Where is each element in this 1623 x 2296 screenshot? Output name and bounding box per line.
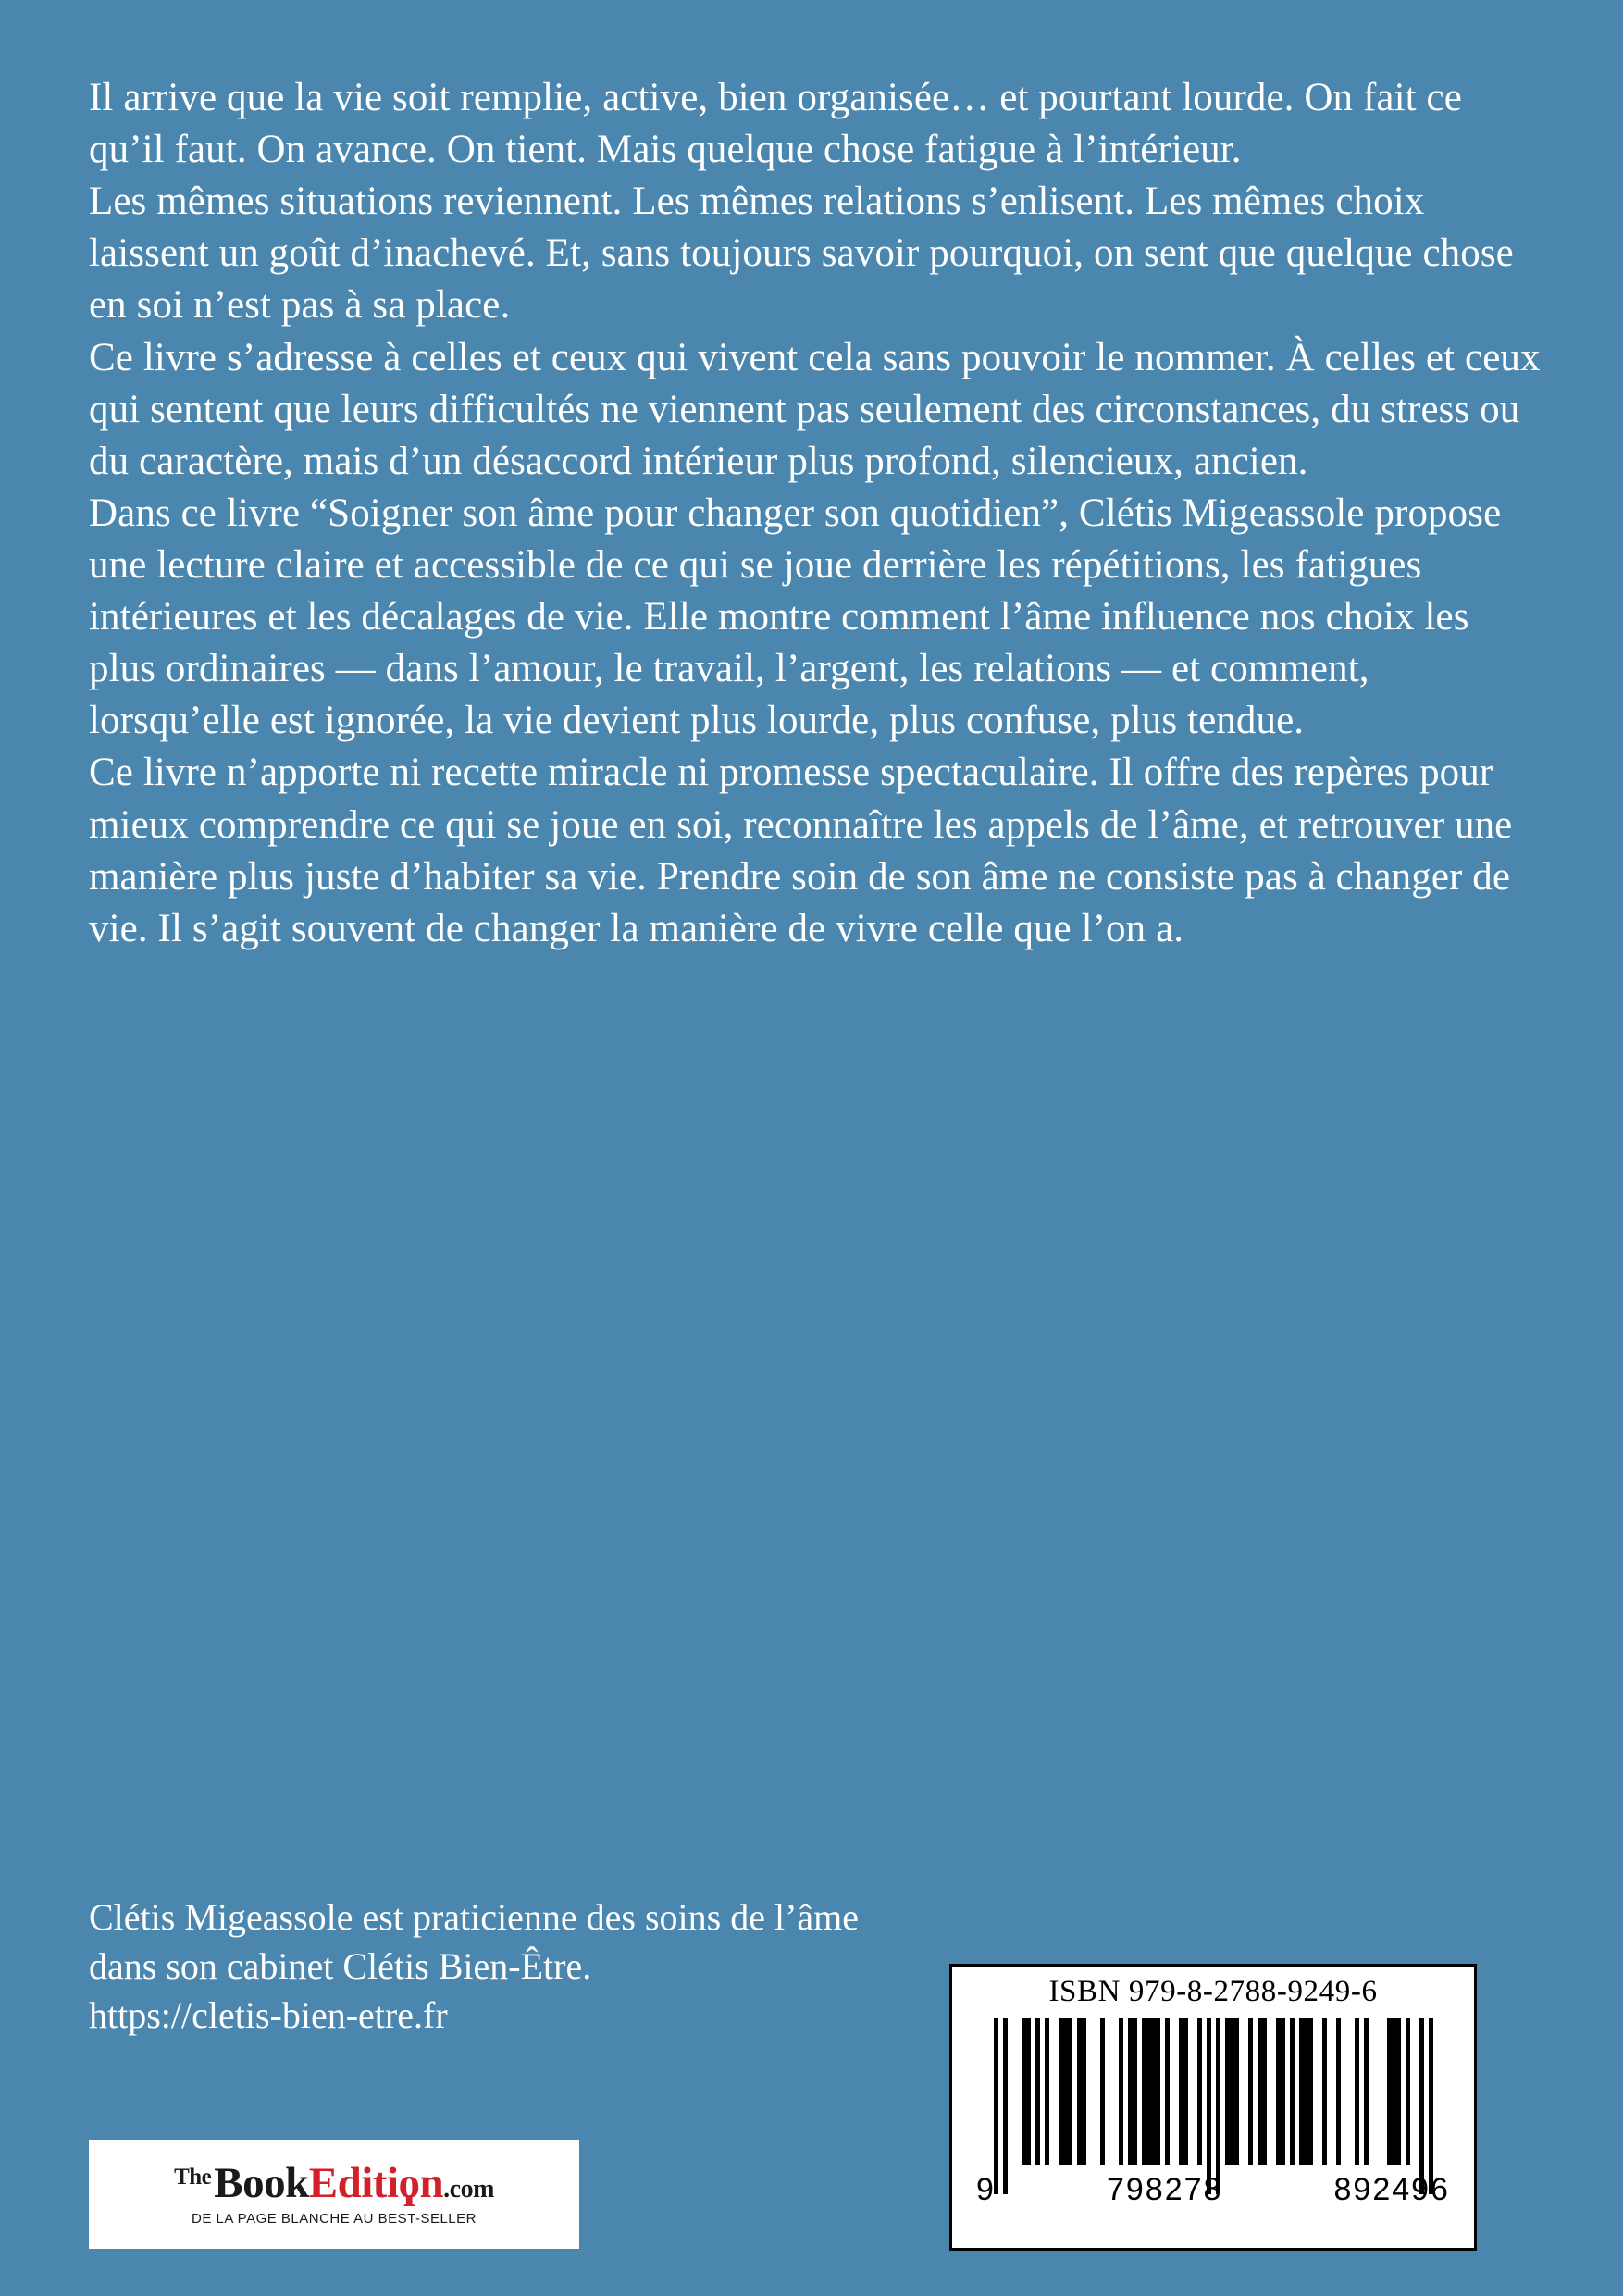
isbn-barcode	[949, 1964, 1477, 2251]
publisher-logo-edition: Editi	[308, 2159, 399, 2207]
blurb-paragraph-2: Les mêmes situations reviennent. Les mêmes relations s’enlisent. Les mêmes choix laissent un goût d’inachevé. Et, sans toujours savoir pourquoi, on sent que quelque chose en soi n’est pas à sa place.	[89, 180, 1514, 328]
publisher-logo-book: Book	[214, 2159, 309, 2207]
publisher-logo-the: The	[174, 2165, 212, 2190]
quill-icon: ϙ	[398, 2159, 420, 2207]
publisher-logo-dotcom: .com	[443, 2175, 494, 2203]
barcode-digit-group-2: 798278	[1106, 2172, 1223, 2207]
isbn-label: ISBN 979-8-2788-9249-6	[1048, 1975, 1378, 2008]
blurb-paragraph-1: Il arrive que la vie soit remplie, active, bien organisée… et pourtant lourde. On fait ce qu’il faut. On avance. On tient. Mais quelque chose fatigue à l’intérieur.	[89, 76, 1462, 172]
barcode-bars	[973, 2018, 1454, 2194]
author-website-url[interactable]: https://cletis-bien-etre.fr	[89, 1994, 448, 2037]
author-bio-line-1: Clétis Migeassole est praticienne des soins de l’âme	[89, 1896, 860, 1938]
publisher-tagline: DE LA PAGE BLANCHE AU BEST-SELLER	[191, 2211, 477, 2227]
barcode-digit-group-1: 9	[976, 2172, 996, 2207]
blurb-paragraph-3: Ce livre s’adresse à celles et ceux qui vivent cela sans pouvoir le nommer. À celles et ceux qui sentent que leurs difficultés ne viennent pas seulement des circonstances, du stress ou du caractère, mais d’un désaccord intérieur plus profond, silencieux, ancien.	[89, 335, 1541, 483]
blurb-paragraph-5: Ce livre n’apporte ni recette miracle ni promesse spectaculaire. Il offre des repères pour mieux comprendre ce qui se joue en soi, reconnaître les appels de l’âme, et retrouver une manière plus juste d’habiter sa vie. Prendre soin de son âme ne consiste pas à changer de vie. Il s’agit souvent de changer la manière de vivre celle que l’on a.	[89, 751, 1513, 950]
barcode-digits	[973, 2172, 1454, 2208]
publisher-logo	[89, 2140, 579, 2249]
barcode-digit-group-3: 892496	[1333, 2172, 1450, 2207]
author-bio-line-2: dans son cabinet Clétis Bien-Être.	[89, 1945, 592, 1988]
blurb-text	[89, 72, 1542, 955]
author-bio	[89, 1893, 1014, 2041]
publisher-logo-wordmark	[174, 2159, 494, 2207]
publisher-logo-edition-end: n	[419, 2159, 444, 2207]
blurb-paragraph-4: Dans ce livre “Soigner son âme pour changer son quotidien”, Clétis Migeassole propose une lecture claire et accessible de ce qui se joue derrière les répétitions, les fatigues intérieures et les décalages de vie. Elle montre comment l’âme influence nos choix les plus ordinaires — dans l’amour, le travail, l’argent, les relations — et comment, lorsqu’elle est ignorée, la vie devient plus lourde, plus confuse, plus tendue.	[89, 490, 1502, 743]
